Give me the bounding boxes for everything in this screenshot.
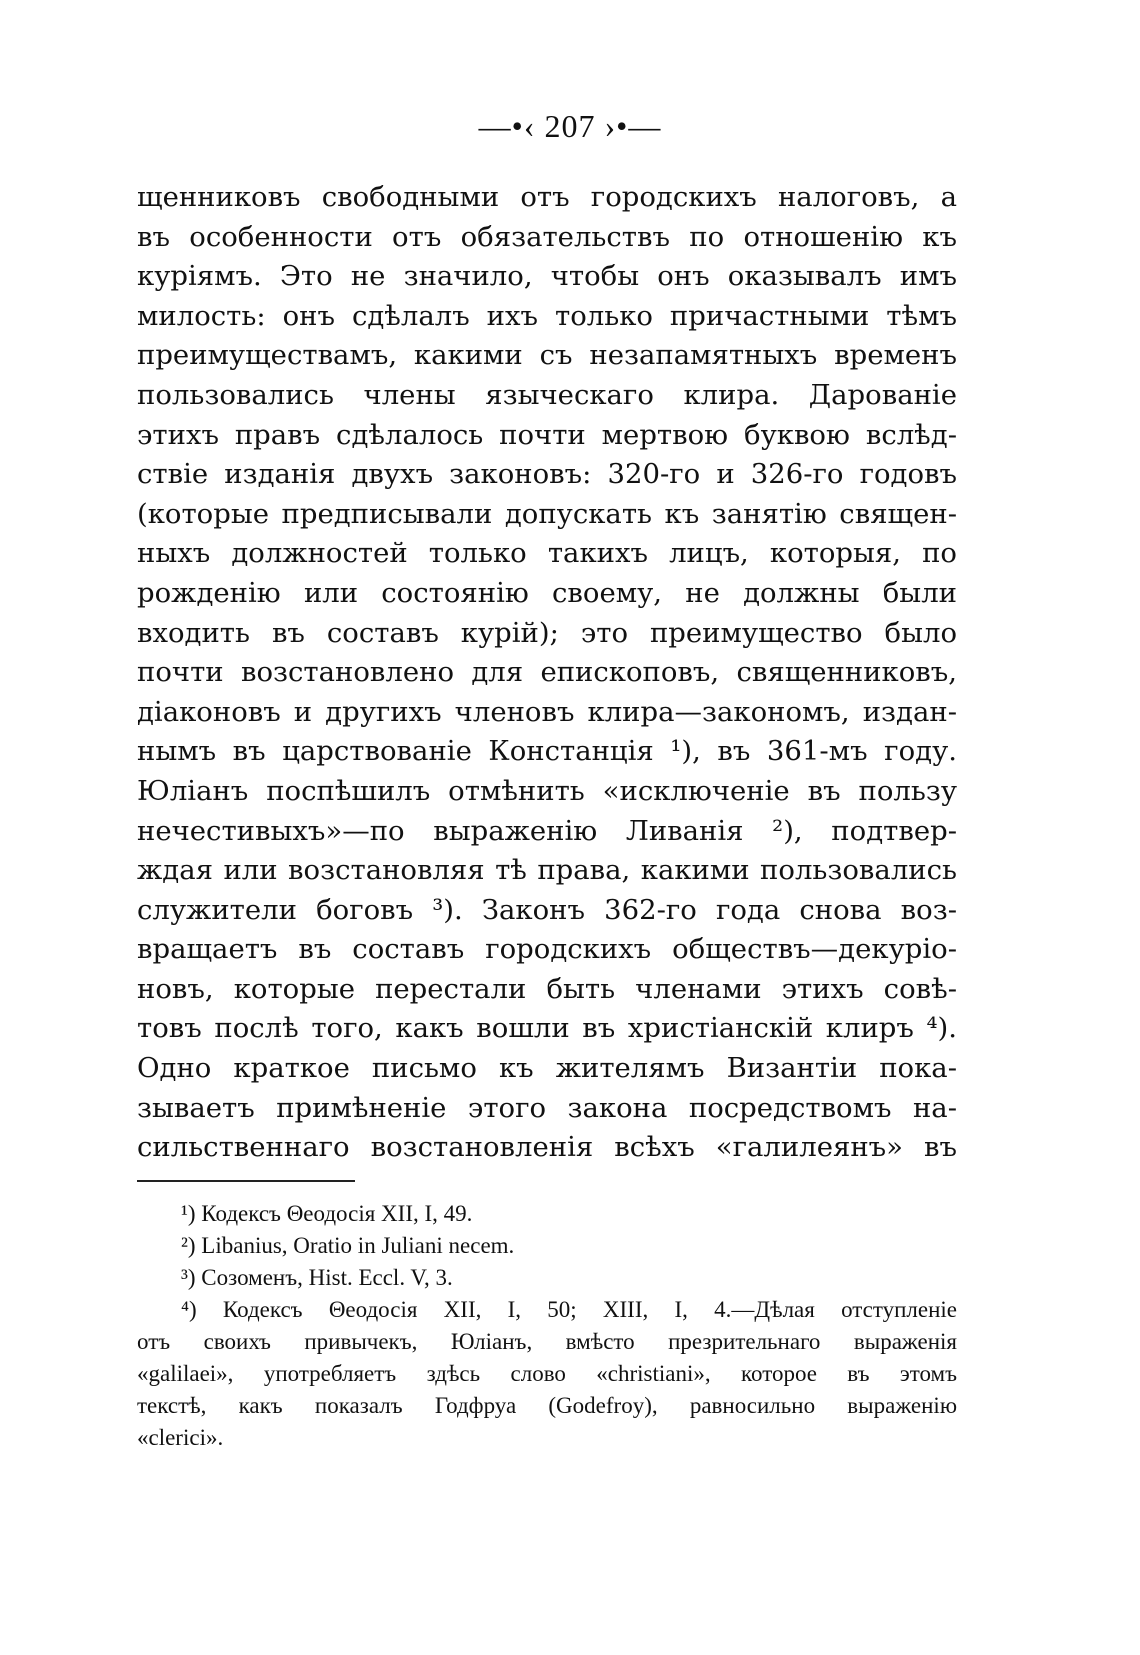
text-line: почти возстановлено для епископовъ, священниковъ, [137,656,957,689]
text-line: ждая или возстановляя тѣ права, какими пользовались [137,854,957,887]
text-line: служители боговъ ³). Законъ 362-го года снова воз- [137,893,957,926]
text-line: діаконовъ и другихъ членовъ клира—закономъ, издан- [137,695,957,728]
text-line: этихъ правъ сдѣлалось почти мертвою буквою вслѣд- [137,418,957,451]
footnote-3: ³) Созоменъ, Hist. Eccl. V, 3. [181,1265,453,1290]
text-line: Юліанъ поспѣшилъ отмѣнить «исключеніе въ пользу [137,774,957,807]
text-line: ныхъ должностей только такихъ лицъ, которыя, по [137,537,957,570]
text-line: нымъ въ царствованіе Констанція ¹), въ 361-мъ году. [137,735,957,768]
text-line: рожденію или состоянію своему, не должны были [137,576,957,609]
footnote-4-continued: отъ своихъ привычекъ, Юліанъ, вмѣсто презрительнаго выраженія [137,1329,957,1354]
text-line: куріямъ. Это не значило, чтобы онъ оказывалъ имъ [137,260,957,293]
main-text [137,178,957,1168]
text-line: Одно краткое письмо къ жителямъ Византіи пока- [137,1052,957,1085]
text-line: новъ, которые перестали быть членами этихъ совѣ- [137,972,957,1005]
footnote-divider [137,1180,355,1182]
page-number: —•‹ 207 ›•— [478,108,662,144]
text-line: нечестивыхъ»—по выраженію Ливанія ²), подтвер- [137,814,957,847]
footnote-4-continued: текстѣ, какъ показалъ Годфруа (Godefroy), равносильно выраженію [137,1393,957,1418]
footnote-4-continued: «clerici». [137,1425,224,1450]
footnote-4-continued: «galilaei», употребляетъ здѣсь слово «christiani», которое въ этомъ [137,1361,957,1386]
text-line: (которые предписывали допускать къ занятію священ- [137,497,957,530]
text-line: вращаетъ въ составъ городскихъ обществъ—декуріо- [137,933,957,966]
text-line: милость: онъ сдѣлалъ ихъ только причастными тѣмъ [137,299,957,332]
text-line: преимуществамъ, какими съ незапамятныхъ временъ [137,339,957,372]
text-line: щенниковъ свободными отъ городскихъ налоговъ, а [137,181,957,213]
footnotes [137,1198,957,1454]
text-line: ствіе изданія двухъ законовъ: 320-го и 326-го годовъ [137,458,957,491]
text-line: товъ послѣ того, какъ вошли въ христіанскій клиръ ⁴). [137,1012,957,1045]
footnote-2: ²) Libanius, Oratio in Juliani necem. [181,1233,515,1258]
text-line: сильственнаго возстановленія всѣхъ «галилеянъ» въ [137,1131,957,1164]
footnote-1: ¹) Кодексъ Θеодосія XII, I, 49. [181,1201,473,1226]
text-line: въ особенности отъ обязательствъ по отношенію къ [137,220,957,253]
footnote-4: ⁴) Кодексъ Θеодосія XII, I, 50; XIII, I, 4.—Дѣлая отступленіе [181,1297,957,1322]
text-line: зываетъ примѣненіе этого закона посредствомъ на- [137,1091,957,1124]
text-line: входить въ составъ курій); это преимущество было [137,616,957,649]
text-line: пользовались члены языческаго клира. Дарованіе [137,378,957,411]
